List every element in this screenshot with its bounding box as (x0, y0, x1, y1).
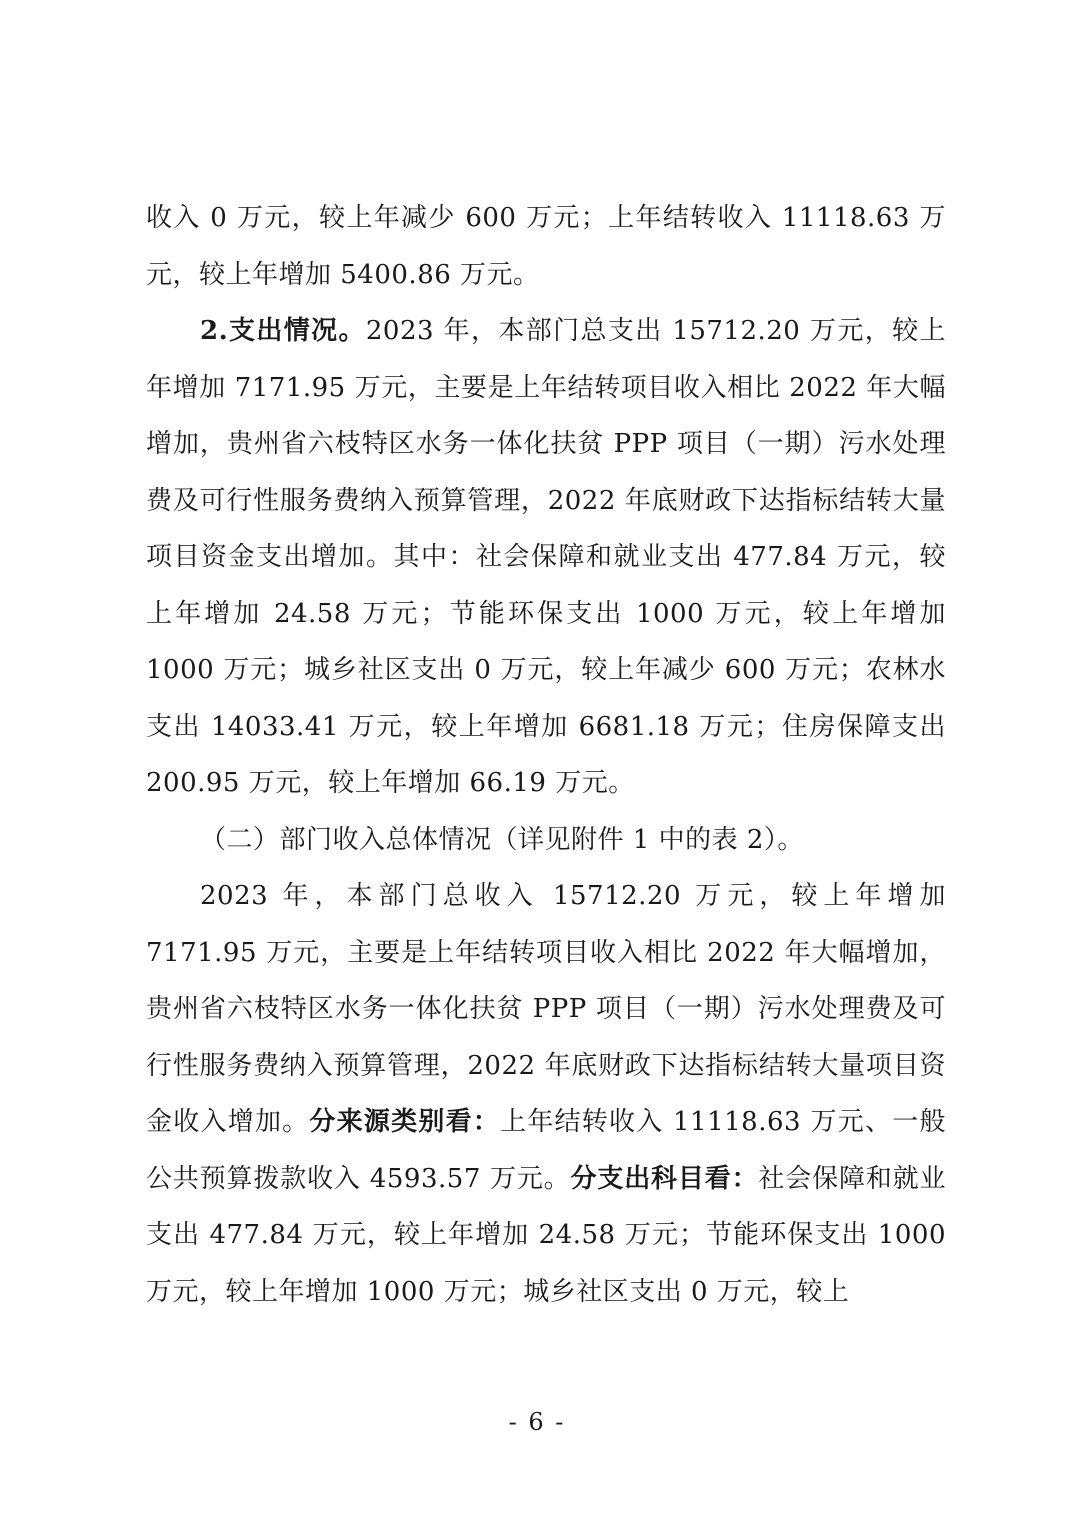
paragraph-income (146, 868, 946, 1320)
text-segment: 收入 0 万元，较上年减少 600 万元；上年结转收入 11118.63 万元，较上年增加 5400.86 万元。 (146, 203, 946, 290)
bold-label-by-source: 分来源类别看： (309, 1107, 501, 1137)
bold-label-by-subject: 分支出科目看： (570, 1163, 759, 1194)
document-body (146, 190, 946, 1320)
paragraph-expenditure (146, 303, 946, 812)
text-segment: 上年结转收入 11118.63 万元、一般公共预算拨款收入 4593.57 万元。 (146, 1107, 946, 1194)
paragraph-continuation (146, 190, 946, 303)
text-segment: （二）部门收入总体情况（详见附件 1 中的表 2）。 (200, 824, 804, 855)
text-segment: 2023 年，本部门总收入 15712.20 万元，较上年增加 7171.95 万元，主要是上年结转项目收入相比 2022 年大幅增加，贵州省六枝特区水务一体化扶贫 PPP 项目（一期）污水处理费及可行性服务费纳入预算管理，2022 年底财政下达指标结转大量项目资金收入增加。 (146, 881, 946, 1137)
text-segment: 2023 年，本部门总支出 15712.20 万元，较上年增加 7171.95 万元，主要是上年结转项目收入相比 2022 年大幅增加，贵州省六枝特区水务一体化扶贫 PPP 项目（一期）污水处理费及可行性服务费纳入预算管理，2022 年底财政下达指标结转大量项目资金支出增加。其中：社会保障和就业支出 477.84 万元，较上年增加 24.58 万元；节能环保支出 1000 万元，较上年增加 1000 万元；城乡社区支出 0 万元，较上年减少 600 万元；农林水支出 14033.41 万元，较上年增加 6681.18 万元；住房保障支出 200.95 万元，较上年增加 66.19 万元。 (146, 316, 946, 798)
page-number: - 6 - (508, 1408, 566, 1436)
section-heading-income-overview (146, 812, 946, 869)
section-heading-expenditure: 2.支出情况。 (200, 316, 366, 346)
text-segment: 社会保障和就业支出 477.84 万元，较上年增加 24.58 万元；节能环保支出 1000 万元，较上年增加 1000 万元；城乡社区支出 0 万元，较上 (146, 1163, 946, 1307)
